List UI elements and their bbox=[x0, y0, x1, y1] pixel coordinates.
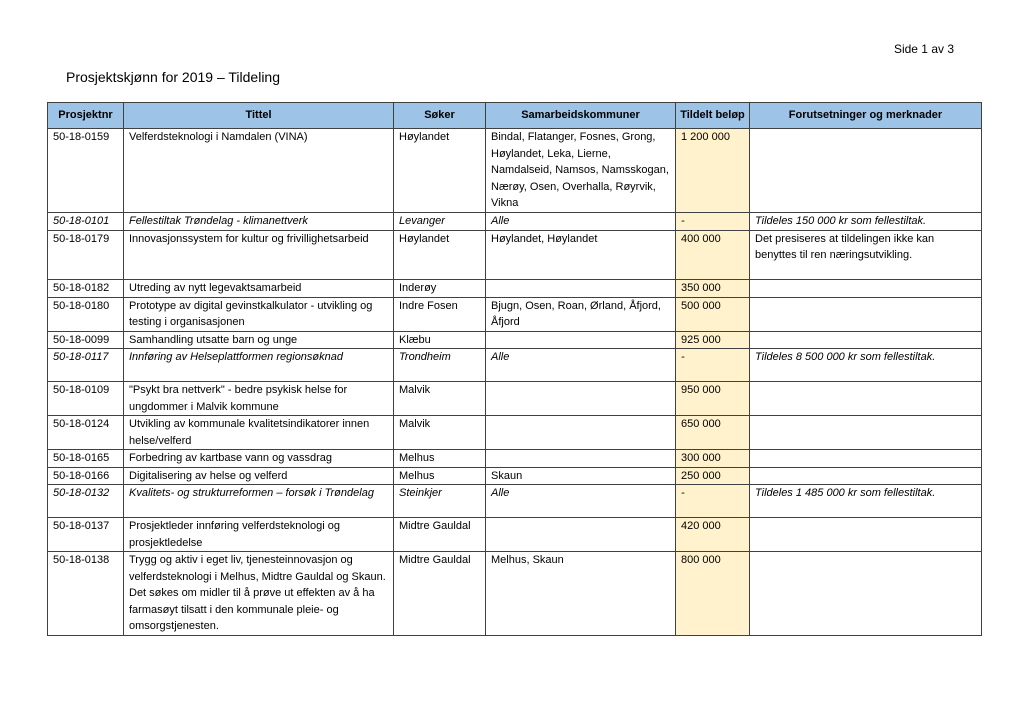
cell-merknader bbox=[750, 416, 982, 450]
cell-merknader bbox=[750, 450, 982, 468]
cell-tildelt-belop: 250 000 bbox=[676, 467, 750, 485]
cell-soker: Levanger bbox=[394, 212, 486, 230]
cell-merknader bbox=[750, 518, 982, 552]
cell-soker: Høylandet bbox=[394, 129, 486, 213]
cell-prosjektnr: 50-18-0166 bbox=[48, 467, 124, 485]
cell-soker: Steinkjer bbox=[394, 485, 486, 518]
cell-tildelt-belop: 925 000 bbox=[676, 331, 750, 349]
cell-merknader bbox=[750, 382, 982, 416]
cell-prosjektnr: 50-18-0101 bbox=[48, 212, 124, 230]
cell-merknader bbox=[750, 467, 982, 485]
table-header-row bbox=[48, 103, 982, 129]
cell-merknader: Tildeles 150 000 kr som fellestiltak. bbox=[750, 212, 982, 230]
table-row bbox=[48, 129, 982, 213]
cell-soker: Melhus bbox=[394, 450, 486, 468]
cell-merknader bbox=[750, 279, 982, 297]
cell-prosjektnr: 50-18-0182 bbox=[48, 279, 124, 297]
cell-samarbeidskommuner bbox=[486, 279, 676, 297]
cell-tittel: Innføring av Helseplattformen regionsøknad bbox=[124, 349, 394, 382]
cell-prosjektnr: 50-18-0138 bbox=[48, 552, 124, 636]
table-row bbox=[48, 450, 982, 468]
column-header-samarbeidskommuner: Samarbeidskommuner bbox=[486, 103, 676, 129]
table-row bbox=[48, 297, 982, 331]
table-row bbox=[48, 485, 982, 518]
cell-prosjektnr: 50-18-0117 bbox=[48, 349, 124, 382]
cell-samarbeidskommuner bbox=[486, 450, 676, 468]
cell-samarbeidskommuner bbox=[486, 382, 676, 416]
cell-tildelt-belop: 1 200 000 bbox=[676, 129, 750, 213]
column-header-soker: Søker bbox=[394, 103, 486, 129]
cell-prosjektnr: 50-18-0159 bbox=[48, 129, 124, 213]
grants-table bbox=[47, 102, 982, 636]
cell-prosjektnr: 50-18-0132 bbox=[48, 485, 124, 518]
cell-soker: Høylandet bbox=[394, 230, 486, 279]
column-header-forutsetninger: Forutsetninger og merknader bbox=[750, 103, 982, 129]
cell-tittel: Forbedring av kartbase vann og vassdrag bbox=[124, 450, 394, 468]
cell-tittel: Kvalitets- og strukturreformen – forsøk i Trøndelag bbox=[124, 485, 394, 518]
table-row bbox=[48, 518, 982, 552]
cell-soker: Melhus bbox=[394, 467, 486, 485]
cell-samarbeidskommuner: Høylandet, Høylandet bbox=[486, 230, 676, 279]
cell-samarbeidskommuner: Melhus, Skaun bbox=[486, 552, 676, 636]
column-header-prosjektnr: Prosjektnr bbox=[48, 103, 124, 129]
table-row bbox=[48, 331, 982, 349]
table-row bbox=[48, 212, 982, 230]
cell-merknader: Tildeles 1 485 000 kr som fellestiltak. bbox=[750, 485, 982, 518]
cell-soker: Indre Fosen bbox=[394, 297, 486, 331]
cell-soker: Midtre Gauldal bbox=[394, 518, 486, 552]
table-body bbox=[48, 129, 982, 636]
cell-prosjektnr: 50-18-0179 bbox=[48, 230, 124, 279]
cell-tittel: Digitalisering av helse og velferd bbox=[124, 467, 394, 485]
cell-samarbeidskommuner: Bjugn, Osen, Roan, Ørland, Åfjord, Åfjord bbox=[486, 297, 676, 331]
cell-tildelt-belop: 500 000 bbox=[676, 297, 750, 331]
cell-tildelt-belop: - bbox=[676, 485, 750, 518]
cell-tildelt-belop: 650 000 bbox=[676, 416, 750, 450]
table-row bbox=[48, 382, 982, 416]
table-row bbox=[48, 230, 982, 279]
page-title: Prosjektskjønn for 2019 – Tildeling bbox=[66, 69, 280, 85]
cell-soker: Malvik bbox=[394, 416, 486, 450]
cell-soker: Midtre Gauldal bbox=[394, 552, 486, 636]
cell-merknader: Det presiseres at tildelingen ikke kan benyttes til ren næringsutvikling. bbox=[750, 230, 982, 279]
cell-samarbeidskommuner bbox=[486, 416, 676, 450]
cell-tittel: Utvikling av kommunale kvalitetsindikatorer innen helse/velferd bbox=[124, 416, 394, 450]
cell-samarbeidskommuner: Alle bbox=[486, 485, 676, 518]
cell-merknader: Tildeles 8 500 000 kr som fellestiltak. bbox=[750, 349, 982, 382]
cell-prosjektnr: 50-18-0180 bbox=[48, 297, 124, 331]
column-header-tittel: Tittel bbox=[124, 103, 394, 129]
cell-samarbeidskommuner: Skaun bbox=[486, 467, 676, 485]
cell-tittel: Trygg og aktiv i eget liv, tjenesteinnovasjon og velferdsteknologi i Melhus, Midtre Gauldal og Skaun. Det søkes om midler til å prøve ut effekten av å ha farmasøyt tilsatt i den kommunale pleie- og omsorgstjenesten. bbox=[124, 552, 394, 636]
cell-tildelt-belop: 300 000 bbox=[676, 450, 750, 468]
cell-soker: Klæbu bbox=[394, 331, 486, 349]
cell-tildelt-belop: 800 000 bbox=[676, 552, 750, 636]
cell-tittel: Fellestiltak Trøndelag - klimanettverk bbox=[124, 212, 394, 230]
cell-merknader bbox=[750, 552, 982, 636]
cell-merknader bbox=[750, 331, 982, 349]
cell-prosjektnr: 50-18-0137 bbox=[48, 518, 124, 552]
cell-soker: Inderøy bbox=[394, 279, 486, 297]
cell-samarbeidskommuner bbox=[486, 518, 676, 552]
cell-prosjektnr: 50-18-0124 bbox=[48, 416, 124, 450]
cell-tittel: Innovasjonssystem for kultur og frivillighetsarbeid bbox=[124, 230, 394, 279]
cell-tittel: Utreding av nytt legevaktsamarbeid bbox=[124, 279, 394, 297]
cell-merknader bbox=[750, 129, 982, 213]
table-row bbox=[48, 279, 982, 297]
cell-tittel: "Psykt bra nettverk" - bedre psykisk helse for ungdommer i Malvik kommune bbox=[124, 382, 394, 416]
cell-tittel: Samhandling utsatte barn og unge bbox=[124, 331, 394, 349]
cell-tildelt-belop: 420 000 bbox=[676, 518, 750, 552]
cell-tildelt-belop: 350 000 bbox=[676, 279, 750, 297]
table-row bbox=[48, 552, 982, 636]
cell-prosjektnr: 50-18-0099 bbox=[48, 331, 124, 349]
cell-tittel: Prototype av digital gevinstkalkulator - utvikling og testing i organisasjonen bbox=[124, 297, 394, 331]
cell-prosjektnr: 50-18-0165 bbox=[48, 450, 124, 468]
page-indicator: Side 1 av 3 bbox=[893, 42, 954, 56]
table-row bbox=[48, 416, 982, 450]
cell-samarbeidskommuner bbox=[486, 331, 676, 349]
column-header-tildelt-belop: Tildelt beløp bbox=[676, 103, 750, 129]
table-row bbox=[48, 349, 982, 382]
cell-soker: Malvik bbox=[394, 382, 486, 416]
cell-prosjektnr: 50-18-0109 bbox=[48, 382, 124, 416]
table-row bbox=[48, 467, 982, 485]
cell-merknader bbox=[750, 297, 982, 331]
cell-samarbeidskommuner: Alle bbox=[486, 349, 676, 382]
cell-tildelt-belop: - bbox=[676, 349, 750, 382]
cell-tittel: Velferdsteknologi i Namdalen (VINA) bbox=[124, 129, 394, 213]
cell-samarbeidskommuner: Bindal, Flatanger, Fosnes, Grong, Høylandet, Leka, Lierne, Namdalseid, Namsos, Namsskogan, Nærøy, Osen, Overhalla, Røyrvik, Vikna bbox=[486, 129, 676, 213]
cell-tildelt-belop: 400 000 bbox=[676, 230, 750, 279]
cell-tildelt-belop: - bbox=[676, 212, 750, 230]
cell-soker: Trondheim bbox=[394, 349, 486, 382]
cell-tittel: Prosjektleder innføring velferdsteknologi og prosjektledelse bbox=[124, 518, 394, 552]
cell-tildelt-belop: 950 000 bbox=[676, 382, 750, 416]
cell-samarbeidskommuner: Alle bbox=[486, 212, 676, 230]
